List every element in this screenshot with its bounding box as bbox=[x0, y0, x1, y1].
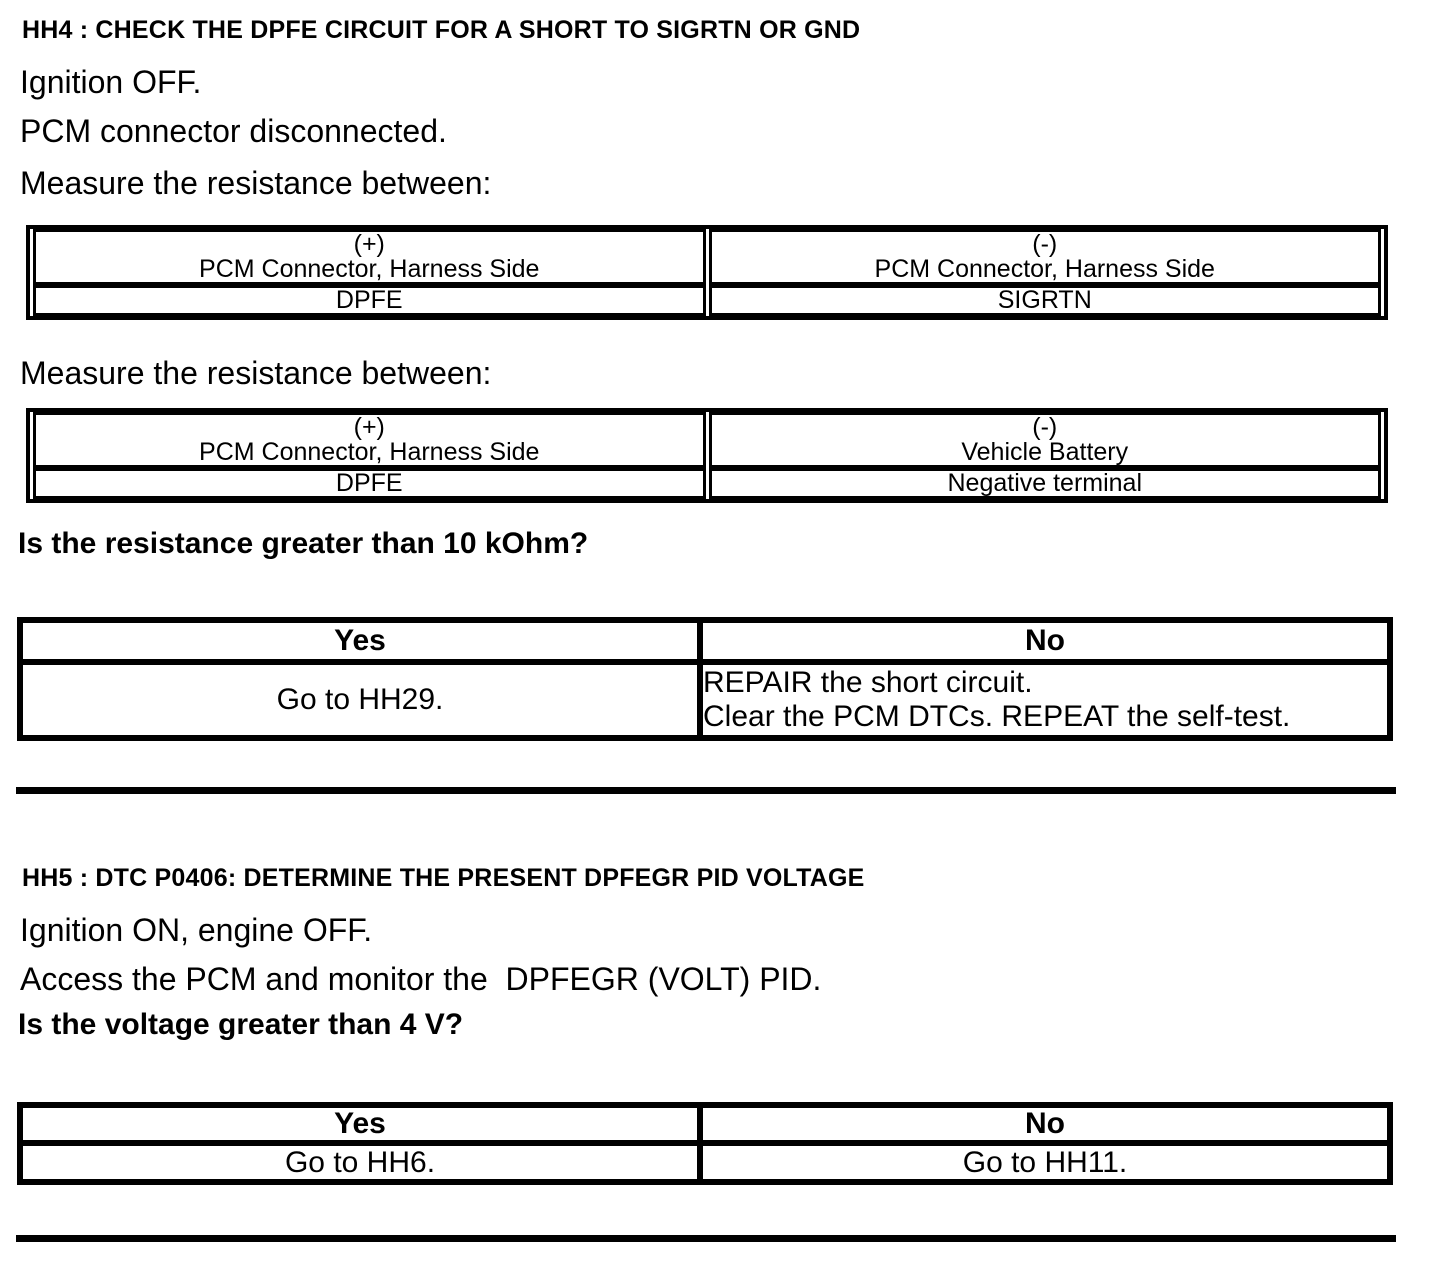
negative-name: PCM Connector, Harness Side bbox=[874, 255, 1215, 283]
decision-header-row bbox=[20, 620, 1390, 662]
yes-action-cell: Go to HH29. bbox=[20, 662, 700, 738]
decision-action-row bbox=[20, 662, 1390, 738]
yes-header-cell: Yes bbox=[20, 620, 700, 662]
decision-action-row bbox=[20, 1143, 1390, 1182]
table-header-row bbox=[33, 229, 1381, 285]
hh4-measure-label-1: Measure the resistance between: bbox=[20, 165, 492, 201]
negative-sign: (-) bbox=[1032, 413, 1058, 441]
no-header-cell: No bbox=[700, 620, 1390, 662]
hh5-instruction-ignition: Ignition ON, engine OFF. bbox=[20, 912, 373, 948]
table-value-row bbox=[33, 468, 1381, 499]
hh4-question: Is the resistance greater than 10 kOhm? bbox=[18, 527, 589, 560]
yes-header-cell: Yes bbox=[20, 1105, 700, 1143]
hh4-instruction-ignition: Ignition OFF. bbox=[20, 64, 202, 100]
positive-name: PCM Connector, Harness Side bbox=[199, 438, 540, 466]
negative-name: Vehicle Battery bbox=[961, 438, 1129, 466]
hh4-measurement-table-1 bbox=[26, 225, 1388, 320]
positive-header-cell bbox=[33, 412, 706, 468]
no-action-line1: REPAIR the short circuit. bbox=[703, 666, 1033, 699]
hh4-decision-table bbox=[17, 617, 1393, 741]
positive-name: PCM Connector, Harness Side bbox=[199, 255, 540, 283]
hh5-decision-table bbox=[17, 1102, 1393, 1185]
negative-header-cell bbox=[709, 412, 1382, 468]
hh5-section-heading: HH5 : DTC P0406: DETERMINE THE PRESENT DPFEGR PID VOLTAGE bbox=[22, 864, 865, 892]
no-action-line2: Clear the PCM DTCs. REPEAT the self-test. bbox=[703, 700, 1291, 733]
no-action-cell: Go to HH11. bbox=[700, 1143, 1390, 1182]
table-header-row bbox=[33, 412, 1381, 468]
hh4-instruction-pcm-disconnected: PCM connector disconnected. bbox=[20, 113, 447, 149]
negative-sign: (-) bbox=[1032, 230, 1058, 258]
yes-action-cell: Go to HH6. bbox=[20, 1143, 700, 1182]
table-value-row bbox=[33, 285, 1381, 316]
positive-value-cell: DPFE bbox=[33, 285, 706, 316]
negative-value-cell: SIGRTN bbox=[709, 285, 1382, 316]
positive-header-cell bbox=[33, 229, 706, 285]
hh5-instruction-access-pcm: Access the PCM and monitor the DPFEGR (VOLT) PID. bbox=[20, 961, 822, 997]
hh4-section-heading: HH4 : CHECK THE DPFE CIRCUIT FOR A SHORT TO SIGRTN OR GND bbox=[22, 16, 861, 44]
section-divider-rule-1 bbox=[16, 787, 1396, 794]
positive-sign: (+) bbox=[353, 230, 385, 258]
section-divider-rule-2 bbox=[16, 1235, 1396, 1242]
positive-sign: (+) bbox=[353, 413, 385, 441]
hh5-question: Is the voltage greater than 4 V? bbox=[18, 1008, 464, 1041]
hh4-measurement-table-2 bbox=[26, 408, 1388, 503]
no-action-cell bbox=[700, 662, 1390, 738]
positive-value-cell: DPFE bbox=[33, 468, 706, 499]
decision-header-row bbox=[20, 1105, 1390, 1143]
negative-header-cell bbox=[709, 229, 1382, 285]
hh4-measure-label-2: Measure the resistance between: bbox=[20, 355, 492, 391]
no-header-cell: No bbox=[700, 1105, 1390, 1143]
negative-value-cell: Negative terminal bbox=[709, 468, 1382, 499]
